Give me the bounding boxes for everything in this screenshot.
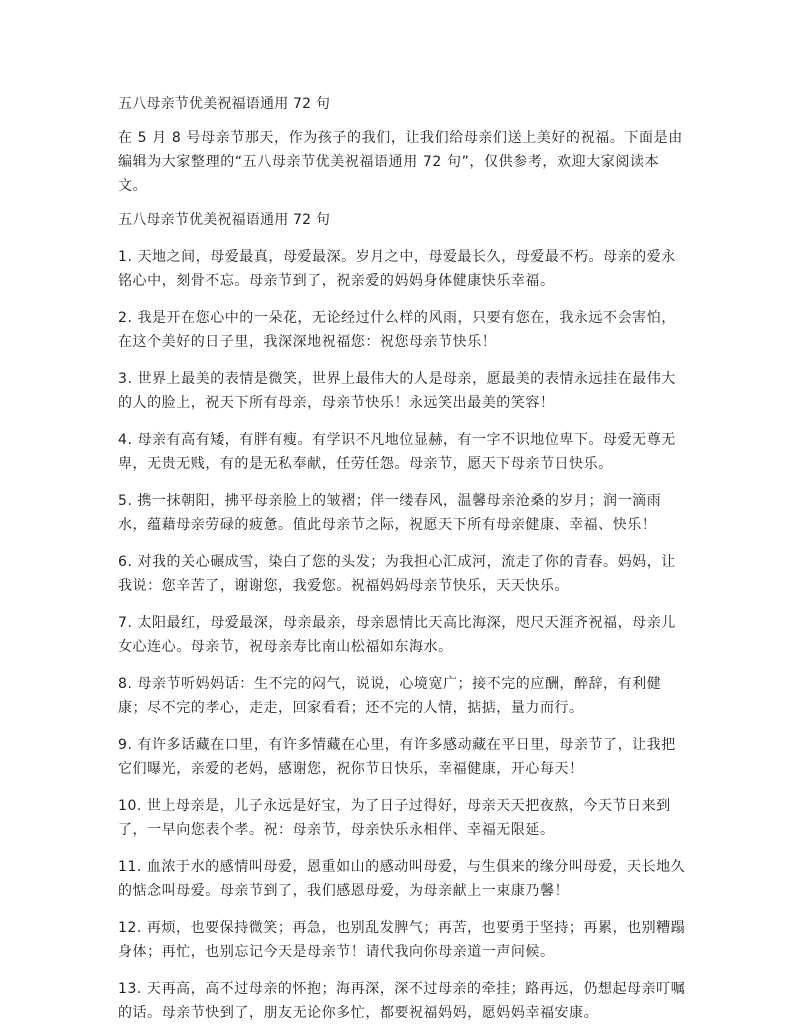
list-item: 5. 携一抹朝阳，拂平母亲脸上的皱褶；伴一缕春风，温馨母亲沧桑的岁月；润一滴雨水，蕴藉母亲劳碌的疲惫。值此母亲节之际，祝愿天下所有母亲健康、幸福、快乐！ — [118, 493, 662, 533]
list-item: 10. 世上母亲是，儿子永远是好宝，为了日子过得好，母亲天天把夜熬，今天节日来到了，一早向您表个孝。祝：母亲节，母亲快乐永相伴、幸福无限延。 — [118, 798, 671, 838]
list-item: 4. 母亲有高有矮，有胖有瘦。有学识不凡地位显赫，有一字不识地位卑下。母爱无尊无卑，无贵无贱，有的是无私奉献，任劳任怨。母亲节，愿天下母亲节日快乐。 — [118, 432, 676, 472]
list-item: 3. 世界上最美的表情是微笑，世界上最伟大的人是母亲，愿最美的表情永远挂在最伟大的人的脸上，祝天下所有母亲，母亲节快乐！永远笑出最美的笑容！ — [118, 371, 676, 411]
list-item: 1. 天地之间，母爱最真，母爱最深。岁月之中，母爱最长久，母爱最不朽。母亲的爱永铭心中，刻骨不忘。母亲节到了，祝亲爱的妈妈身体健康快乐幸福。 — [118, 249, 676, 289]
list-item: 13. 天再高，高不过母亲的怀抱；海再深，深不过母亲的牵挂；路再远，仍想起母亲叮嘱的话。母亲节快到了，朋友无论你多忙，都要祝福妈妈，愿妈妈幸福安康。 — [118, 981, 686, 1021]
list-item: 7. 太阳最红，母爱最深，母亲最亲，母亲恩情比天高比海深，咫尺天涯齐祝福，母亲儿女心连心。母亲节，祝母亲寿比南山松福如东海水。 — [118, 615, 676, 655]
list-item: 11. 血浓于水的感情叫母爱，恩重如山的感动叫母爱，与生俱来的缘分叫母爱，天长地久的惦念叫母爱。母亲节到了，我们感恩母爱，为母亲献上一束康乃馨！ — [118, 859, 686, 899]
document-title: 五八母亲节优美祝福语通用 72 句 — [118, 96, 331, 112]
list-item: 12. 再烦，也要保持微笑；再急，也别乱发脾气；再苦，也要勇于坚持；再累，也别糟蹋身体；再忙，也别忘记今天是母亲节！请代我向你母亲道一声问候。 — [118, 920, 686, 960]
section-subtitle: 五八母亲节优美祝福语通用 72 句 — [118, 212, 331, 228]
list-item: 2. 我是开在您心中的一朵花，无论经过什么样的风雨，只要有您在，我永远不会害怕，在这个美好的日子里，我深深地祝福您：祝您母亲节快乐！ — [118, 310, 676, 350]
intro-paragraph: 在 5 月 8 号母亲节那天，作为孩子的我们，让我们给母亲们送上美好的祝福。下面是由编辑为大家整理的“五八母亲节优美祝福语通用 72 句”，仅供参考，欢迎大家阅读本文。 — [118, 130, 683, 194]
list-item: 9. 有许多话藏在口里，有许多情藏在心里，有许多感动藏在平日里，母亲节了，让我把它们曝光，亲爱的老妈，感谢您，祝你节日快乐，幸福健康，开心每天！ — [118, 737, 676, 777]
list-item: 8. 母亲节听妈妈话：生不完的闷气，说说，心境宽广；接不完的应酬，醉辞，有利健康；尽不完的孝心，走走，回家看看；还不完的人情，掂掂，量力而行。 — [118, 676, 662, 716]
list-item: 6. 对我的关心碾成雪，染白了您的头发；为我担心汇成河，流走了你的青春。妈妈，让我说：您辛苦了，谢谢您，我爱您。祝福妈妈母亲节快乐，天天快乐。 — [118, 554, 676, 594]
